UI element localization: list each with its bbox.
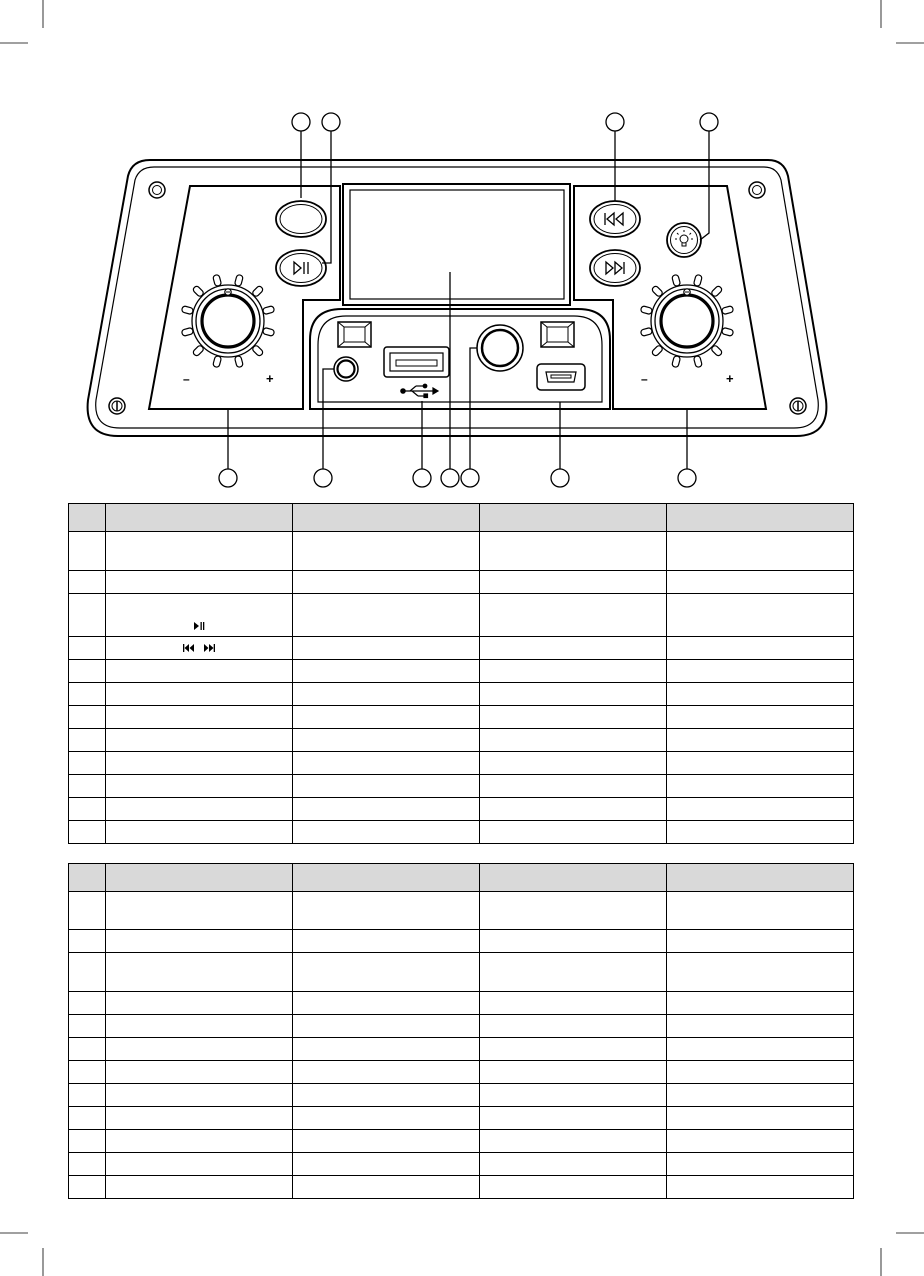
header-cell <box>293 864 480 892</box>
table-cell <box>293 729 480 752</box>
table-cell <box>480 992 667 1015</box>
table-cell <box>480 1176 667 1199</box>
table-cell <box>106 1015 293 1038</box>
table-cell <box>69 660 106 683</box>
play-pause-icon <box>294 262 308 274</box>
knob-ridge <box>640 327 652 336</box>
table-cell <box>69 953 106 992</box>
parts-table-2 <box>68 863 854 1199</box>
table-cell <box>106 798 293 821</box>
table-cell <box>480 821 667 844</box>
knob-ridge <box>252 345 264 357</box>
table-cell <box>667 775 854 798</box>
table-cell <box>667 1038 854 1061</box>
header-cell <box>480 864 667 892</box>
knob-ridge <box>721 306 733 315</box>
knob-ridge <box>181 327 193 336</box>
table-cell <box>69 992 106 1015</box>
table-cell <box>69 798 106 821</box>
header-cell <box>106 864 293 892</box>
table-cell <box>293 892 480 930</box>
header-cell <box>667 864 854 892</box>
port-panel <box>310 309 610 409</box>
table-cell <box>667 798 854 821</box>
knob-ridge <box>234 274 243 286</box>
callout-play-pause <box>322 113 340 131</box>
header-cell <box>293 504 480 532</box>
table-cell <box>293 992 480 1015</box>
table-cell <box>69 729 106 752</box>
knob-ridge <box>693 355 702 367</box>
table-cell <box>480 532 667 571</box>
prev-icon <box>182 643 196 653</box>
knob-left-minus: – <box>183 372 190 386</box>
device-housing <box>88 160 827 436</box>
table-row <box>69 729 854 752</box>
knob-ridge <box>192 285 204 297</box>
table-cell <box>667 532 854 571</box>
table-cell <box>69 752 106 775</box>
header-cell <box>69 504 106 532</box>
knob-ridge <box>672 355 681 367</box>
table-cell <box>69 571 106 594</box>
previous-icon <box>605 213 623 225</box>
table-row <box>69 752 854 775</box>
table-cell <box>106 775 293 798</box>
table-row <box>69 1038 854 1061</box>
right-panel <box>574 186 766 409</box>
knob-ridge <box>192 345 204 357</box>
table-cell <box>69 1038 106 1061</box>
table-cell <box>293 594 480 637</box>
table-row <box>69 706 854 729</box>
table-row <box>69 775 854 798</box>
table-cell <box>667 683 854 706</box>
table-cell <box>106 930 293 953</box>
square-button-left[interactable] <box>338 322 371 347</box>
table-row <box>69 1084 854 1107</box>
table-cell <box>480 1038 667 1061</box>
table-row <box>69 660 854 683</box>
table-cell <box>667 594 854 637</box>
table-cell <box>69 930 106 953</box>
volume-knob-right[interactable] <box>640 274 733 367</box>
knob-left-plus: + <box>266 371 274 386</box>
callout-light <box>700 113 718 131</box>
table-header-row <box>69 864 854 892</box>
table-cell <box>106 892 293 930</box>
callout-micro-usb <box>551 469 569 487</box>
volume-knob-left[interactable] <box>181 274 274 367</box>
aux-jack[interactable] <box>334 357 358 381</box>
table-cell <box>69 532 106 571</box>
table-row <box>69 571 854 594</box>
table-cell <box>106 729 293 752</box>
table-row <box>69 1107 854 1130</box>
table-cell <box>106 706 293 729</box>
next-icon <box>606 262 624 274</box>
table-cell <box>667 706 854 729</box>
table-cell <box>667 992 854 1015</box>
micro-usb-port[interactable] <box>537 364 585 390</box>
knob-ridge <box>721 327 733 336</box>
callout-volume-right <box>678 469 696 487</box>
knob-ridge <box>181 306 193 315</box>
table-cell <box>69 1153 106 1176</box>
table-cell <box>106 992 293 1015</box>
table-cell <box>480 930 667 953</box>
table-cell <box>106 953 293 992</box>
knob-ridge <box>672 274 681 286</box>
table-row <box>69 532 854 571</box>
table-cell <box>293 637 480 660</box>
table-cell <box>667 1015 854 1038</box>
table-cell <box>480 953 667 992</box>
header-cell <box>106 504 293 532</box>
table-row <box>69 992 854 1015</box>
callout-usb <box>413 469 431 487</box>
square-button-right[interactable] <box>541 322 574 347</box>
display-screen <box>343 184 570 305</box>
table-cell <box>480 706 667 729</box>
table-cell <box>480 892 667 930</box>
table-cell <box>106 1038 293 1061</box>
next-icon <box>202 643 216 653</box>
next-button[interactable] <box>590 250 640 286</box>
table-cell <box>69 1130 106 1153</box>
table-row <box>69 1176 854 1199</box>
table-cell <box>106 1130 293 1153</box>
knob-ridge <box>262 327 274 336</box>
table-cell <box>480 1084 667 1107</box>
table-cell <box>667 821 854 844</box>
table-cell <box>480 1153 667 1176</box>
usb-icon <box>401 384 438 397</box>
table-cell <box>293 1153 480 1176</box>
table-cell <box>293 953 480 992</box>
table-cell <box>293 532 480 571</box>
table-cell <box>667 752 854 775</box>
table-cell <box>480 683 667 706</box>
table-cell <box>106 594 293 637</box>
table-cell <box>667 660 854 683</box>
table-cell <box>667 1084 854 1107</box>
knob-right-plus: + <box>726 371 734 386</box>
table-cell <box>480 637 667 660</box>
table-cell <box>667 892 854 930</box>
table-row <box>69 1153 854 1176</box>
table-row <box>69 1061 854 1084</box>
knob-ridge <box>213 355 222 367</box>
table-cell <box>293 1038 480 1061</box>
callout-prev-next <box>606 113 624 131</box>
table-cell <box>667 1107 854 1130</box>
table-row <box>69 953 854 992</box>
callouts <box>219 113 718 487</box>
table-cell <box>293 1107 480 1130</box>
table-cell <box>106 1176 293 1199</box>
callout-display <box>441 469 459 487</box>
table-cell <box>69 1084 106 1107</box>
knob-ridge <box>651 285 663 297</box>
table-cell <box>106 1061 293 1084</box>
play-pause-icon <box>193 621 205 631</box>
table-cell <box>69 1015 106 1038</box>
callout-play-pause-leader-line <box>322 131 331 263</box>
table-row <box>69 1130 854 1153</box>
table-cell <box>667 1153 854 1176</box>
table-cell <box>106 571 293 594</box>
knob-ridge <box>693 274 702 286</box>
table-cell <box>293 821 480 844</box>
table-cell <box>667 1176 854 1199</box>
table-cell <box>106 532 293 571</box>
table-row <box>69 892 854 930</box>
table-cell <box>293 683 480 706</box>
table-cell <box>480 1061 667 1084</box>
knob-ridge <box>640 306 652 315</box>
table-cell <box>293 660 480 683</box>
knob-ridge <box>213 274 222 286</box>
table-cell <box>293 1130 480 1153</box>
knob-right-minus: – <box>641 372 648 386</box>
knob-ridge <box>711 285 723 297</box>
knob-ridge <box>262 306 274 315</box>
table-cell <box>293 752 480 775</box>
table-cell <box>667 729 854 752</box>
table-cell <box>106 1153 293 1176</box>
table-cell <box>293 775 480 798</box>
screw-top-left <box>149 182 165 198</box>
table-cell <box>106 1107 293 1130</box>
table-cell <box>69 775 106 798</box>
callout-aux <box>314 469 332 487</box>
table-cell <box>480 729 667 752</box>
table-cell <box>69 821 106 844</box>
table-cell <box>667 1130 854 1153</box>
table-row <box>69 683 854 706</box>
table-cell <box>480 752 667 775</box>
table-cell <box>293 1084 480 1107</box>
table-cell <box>293 706 480 729</box>
table-cell <box>106 752 293 775</box>
table-cell <box>480 798 667 821</box>
callout-aux-leader-line <box>323 369 334 469</box>
table-cell <box>69 594 106 637</box>
callout-volume-left <box>219 469 237 487</box>
table-row <box>69 798 854 821</box>
table-cell <box>667 571 854 594</box>
header-cell <box>480 504 667 532</box>
previous-button[interactable] <box>590 201 640 237</box>
header-cell <box>667 504 854 532</box>
microphone-jack[interactable] <box>477 325 523 371</box>
mode-button[interactable] <box>276 201 326 237</box>
callout-mic <box>461 469 479 487</box>
table-cell <box>69 1176 106 1199</box>
knob-ridge <box>651 345 663 357</box>
table-cell <box>106 1084 293 1107</box>
table-row <box>69 821 854 844</box>
table-cell <box>480 775 667 798</box>
table-cell <box>69 637 106 660</box>
table-cell <box>69 892 106 930</box>
table-cell <box>69 1061 106 1084</box>
table-cell <box>293 1176 480 1199</box>
table-cell <box>293 1015 480 1038</box>
table-cell <box>293 798 480 821</box>
table-header-row <box>69 504 854 532</box>
table-cell <box>106 660 293 683</box>
table-cell <box>667 930 854 953</box>
table-cell <box>69 706 106 729</box>
table-cell <box>667 637 854 660</box>
table-cell <box>667 953 854 992</box>
table-cell <box>480 660 667 683</box>
screw-bottom-right <box>790 398 806 414</box>
callout-mode <box>292 113 310 131</box>
screw-top-right <box>749 182 765 198</box>
knob-ridge <box>711 345 723 357</box>
knob-ridge <box>234 355 243 367</box>
table-row <box>69 594 854 637</box>
play-pause-button[interactable] <box>276 250 326 286</box>
table-cell <box>69 683 106 706</box>
parts-table-1 <box>68 503 854 844</box>
left-panel <box>149 186 340 409</box>
table-row <box>69 930 854 953</box>
table-cell <box>293 1061 480 1084</box>
table-cell <box>106 821 293 844</box>
header-cell <box>69 864 106 892</box>
table-cell <box>480 571 667 594</box>
table-cell <box>480 1107 667 1130</box>
table-row <box>69 637 854 660</box>
table-row <box>69 1015 854 1038</box>
table-cell <box>106 637 293 660</box>
table-cell <box>667 1061 854 1084</box>
light-button[interactable] <box>667 223 701 257</box>
table-cell <box>293 571 480 594</box>
table-cell <box>69 1107 106 1130</box>
light-bulb-icon <box>675 230 693 246</box>
table-cell <box>293 930 480 953</box>
table-cell <box>480 1015 667 1038</box>
table-cell <box>480 1130 667 1153</box>
knob-ridge <box>252 285 264 297</box>
table-cell <box>106 683 293 706</box>
screw-bottom-left <box>109 398 125 414</box>
usb-port[interactable] <box>384 347 449 377</box>
table-cell <box>480 594 667 637</box>
